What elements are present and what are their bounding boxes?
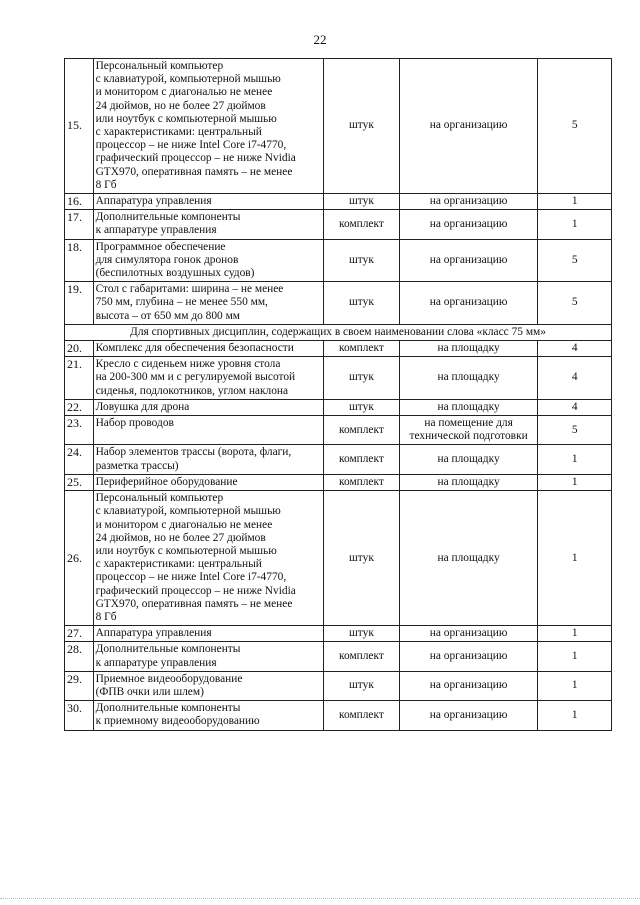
item-name xyxy=(93,626,324,642)
item-name xyxy=(93,474,324,490)
item-name xyxy=(93,341,324,357)
item-name-line: 24 дюймов, но не более 27 дюймов xyxy=(95,531,266,544)
item-name xyxy=(93,357,324,400)
table-row xyxy=(65,341,612,357)
quantity: 5 xyxy=(538,282,612,325)
table-row xyxy=(65,491,612,626)
item-name xyxy=(93,399,324,415)
row-number: 16. xyxy=(65,194,94,210)
item-name-line: Персональный компьютер xyxy=(95,492,224,505)
item-name-line: для симулятора гонок дронов xyxy=(95,253,239,266)
row-number: 27. xyxy=(65,626,94,642)
table-row xyxy=(65,671,612,700)
allocation-line: на организацию xyxy=(429,679,508,692)
quantity: 1 xyxy=(538,474,612,490)
item-name xyxy=(93,416,324,445)
item-name-line: процессор – не ниже Intel Core i7-4770, xyxy=(95,571,287,584)
unit-of-measure: штук xyxy=(324,239,400,282)
scan-edge-line xyxy=(0,898,640,901)
allocation-line: на организацию xyxy=(429,627,508,640)
item-name xyxy=(93,210,324,239)
item-name-line: Приемное видеооборудование xyxy=(95,672,243,685)
allocation-line: на организацию xyxy=(429,253,508,266)
row-number: 19. xyxy=(65,282,94,325)
item-name-line: или ноутбук с компьютерной мышью xyxy=(95,112,277,125)
item-name-line: на 200-300 мм и с регулируемой высотой xyxy=(95,371,296,384)
unit-of-measure: комплект xyxy=(324,701,400,730)
unit-of-measure: штук xyxy=(324,357,400,400)
allocation-basis xyxy=(399,491,538,626)
equipment-table xyxy=(64,58,612,731)
item-name-line: Дополнительные компоненты xyxy=(95,702,241,715)
unit-of-measure: комплект xyxy=(324,642,400,671)
allocation-line: на организацию xyxy=(429,217,508,230)
table-row xyxy=(65,357,612,400)
item-name-line: Персональный компьютер xyxy=(95,60,224,72)
unit-of-measure: комплект xyxy=(324,474,400,490)
unit-of-measure: штук xyxy=(324,59,400,194)
item-name-line: Набор проводов xyxy=(95,417,174,430)
item-name-line: разметка трассы) xyxy=(95,459,179,472)
table-row xyxy=(65,239,612,282)
quantity: 5 xyxy=(538,239,612,282)
section-title: Для спортивных дисциплин, содержащих в своем наименовании слова «класс 75 мм» xyxy=(65,324,612,340)
item-name-line: с характеристиками: центральный xyxy=(95,126,262,139)
allocation-basis xyxy=(399,642,538,671)
row-number: 24. xyxy=(65,445,94,474)
item-name-line: (беспилотных воздушных судов) xyxy=(95,267,255,280)
item-name-line: Аппаратура управления xyxy=(95,627,212,640)
allocation-basis xyxy=(399,357,538,400)
item-name xyxy=(93,282,324,325)
table-row xyxy=(65,59,612,194)
item-name-line: Программное обеспечение xyxy=(95,240,226,253)
allocation-line: на организацию xyxy=(429,296,508,309)
item-name-line: Набор элементов трассы (ворота, флаги, xyxy=(95,446,292,459)
row-number: 25. xyxy=(65,474,94,490)
quantity: 5 xyxy=(538,416,612,445)
quantity: 1 xyxy=(538,626,612,642)
allocation-line: технической подготовки xyxy=(409,430,528,443)
quantity: 1 xyxy=(538,671,612,700)
unit-of-measure: штук xyxy=(324,194,400,210)
quantity: 4 xyxy=(538,341,612,357)
quantity: 1 xyxy=(538,491,612,626)
allocation-basis xyxy=(399,399,538,415)
table-row xyxy=(65,399,612,415)
unit-of-measure: комплект xyxy=(324,445,400,474)
item-name xyxy=(93,642,324,671)
row-number: 20. xyxy=(65,341,94,357)
unit-of-measure: штук xyxy=(324,671,400,700)
allocation-line: на площадку xyxy=(437,371,500,384)
item-name xyxy=(93,59,324,194)
item-name-line: Дополнительные компоненты xyxy=(95,211,241,224)
allocation-line: на организацию xyxy=(429,119,508,132)
item-name xyxy=(93,194,324,210)
allocation-line: на организацию xyxy=(429,195,508,208)
allocation-basis xyxy=(399,59,538,194)
unit-of-measure: штук xyxy=(324,399,400,415)
allocation-basis xyxy=(399,210,538,239)
table-body-before-section xyxy=(65,59,612,325)
allocation-line: на площадку xyxy=(437,400,500,413)
row-number: 17. xyxy=(65,210,94,239)
table-row xyxy=(65,701,612,730)
item-name-line: к приемному видеооборудованию xyxy=(95,715,260,728)
item-name-line: 24 дюймов, но не более 27 дюймов xyxy=(95,99,266,112)
quantity: 1 xyxy=(538,445,612,474)
item-name-line: (ФПВ очки или шлем) xyxy=(95,685,204,698)
unit-of-measure: штук xyxy=(324,282,400,325)
item-name xyxy=(93,701,324,730)
item-name-line: с клавиатурой, компьютерной мышью xyxy=(95,505,281,518)
item-name-line: Ловушка для дрона xyxy=(95,400,190,413)
item-name-line: 8 Гб xyxy=(95,610,117,623)
item-name-line: высота – от 650 мм до 800 мм xyxy=(95,309,241,322)
item-name-line: Стол с габаритами: ширина – не менее xyxy=(95,283,284,296)
allocation-line: на площадку xyxy=(437,453,500,466)
section-row-group xyxy=(65,324,612,340)
table-row xyxy=(65,626,612,642)
row-number: 18. xyxy=(65,239,94,282)
page-number: 22 xyxy=(313,32,327,47)
allocation-line: на площадку xyxy=(437,342,500,355)
allocation-basis xyxy=(399,239,538,282)
item-name-line: 750 мм, глубина – не менее 550 мм, xyxy=(95,296,268,309)
row-number: 23. xyxy=(65,416,94,445)
quantity: 4 xyxy=(538,399,612,415)
row-number: 21. xyxy=(65,357,94,400)
allocation-line: на организацию xyxy=(429,649,508,662)
item-name-line: сиденья, подлокотников, углом наклона xyxy=(95,384,289,397)
item-name xyxy=(93,445,324,474)
item-name xyxy=(93,671,324,700)
item-name xyxy=(93,239,324,282)
quantity: 4 xyxy=(538,357,612,400)
allocation-basis xyxy=(399,671,538,700)
item-name-line: к аппаратуре управления xyxy=(95,656,217,669)
item-name-line: графический процессор – не ниже Nvidia xyxy=(95,152,296,165)
quantity: 1 xyxy=(538,194,612,210)
item-name-line: Дополнительные компоненты xyxy=(95,643,241,656)
item-name-line: Аппаратура управления xyxy=(95,195,212,208)
item-name-line: графический процессор – не ниже Nvidia xyxy=(95,584,296,597)
allocation-basis xyxy=(399,416,538,445)
item-name-line: Периферийное оборудование xyxy=(95,475,238,488)
table-row xyxy=(65,210,612,239)
allocation-basis xyxy=(399,626,538,642)
allocation-basis xyxy=(399,445,538,474)
table-row xyxy=(65,642,612,671)
unit-of-measure: штук xyxy=(324,491,400,626)
item-name-line: и монитором с диагональю не менее xyxy=(95,518,273,531)
allocation-basis xyxy=(399,701,538,730)
quantity: 1 xyxy=(538,701,612,730)
row-number: 15. xyxy=(65,59,94,194)
item-name xyxy=(93,491,324,626)
item-name-line: Кресло с сиденьем ниже уровня стола xyxy=(95,358,281,371)
row-number: 30. xyxy=(65,701,94,730)
table-body-after-section xyxy=(65,341,612,730)
item-name-line: или ноутбук с компьютерной мышью xyxy=(95,544,277,557)
allocation-basis xyxy=(399,282,538,325)
quantity: 1 xyxy=(538,210,612,239)
unit-of-measure: комплект xyxy=(324,210,400,239)
allocation-basis xyxy=(399,194,538,210)
table-row xyxy=(65,474,612,490)
allocation-basis xyxy=(399,474,538,490)
item-name-line: с характеристиками: центральный xyxy=(95,558,262,571)
table-row xyxy=(65,445,612,474)
unit-of-measure: штук xyxy=(324,626,400,642)
item-name-line: с клавиатурой, компьютерной мышью xyxy=(95,73,281,86)
allocation-basis xyxy=(399,341,538,357)
item-name-line: и монитором с диагональю не менее xyxy=(95,86,273,99)
row-number: 28. xyxy=(65,642,94,671)
item-name-line: 8 Гб xyxy=(95,178,117,191)
allocation-line: на организацию xyxy=(429,708,508,721)
unit-of-measure: комплект xyxy=(324,416,400,445)
quantity: 5 xyxy=(538,59,612,194)
quantity: 1 xyxy=(538,642,612,671)
row-number: 29. xyxy=(65,671,94,700)
allocation-line: на помещение для xyxy=(424,417,513,430)
row-number: 26. xyxy=(65,491,94,626)
item-name-line: к аппаратуре управления xyxy=(95,224,217,237)
table-row xyxy=(65,194,612,210)
item-name-line: Комплекс для обеспечения безопасности xyxy=(95,342,294,355)
row-number: 22. xyxy=(65,399,94,415)
section-header-row xyxy=(65,324,612,340)
item-name-line: GTX970, оперативная память – не менее xyxy=(95,165,293,178)
table-row xyxy=(65,282,612,325)
allocation-line: на площадку xyxy=(437,551,500,564)
unit-of-measure: комплект xyxy=(324,341,400,357)
item-name-line: GTX970, оперативная память – не менее xyxy=(95,597,293,610)
table-row xyxy=(65,416,612,445)
item-name-line: процессор – не ниже Intel Core i7-4770, xyxy=(95,139,287,152)
allocation-line: на площадку xyxy=(437,475,500,488)
